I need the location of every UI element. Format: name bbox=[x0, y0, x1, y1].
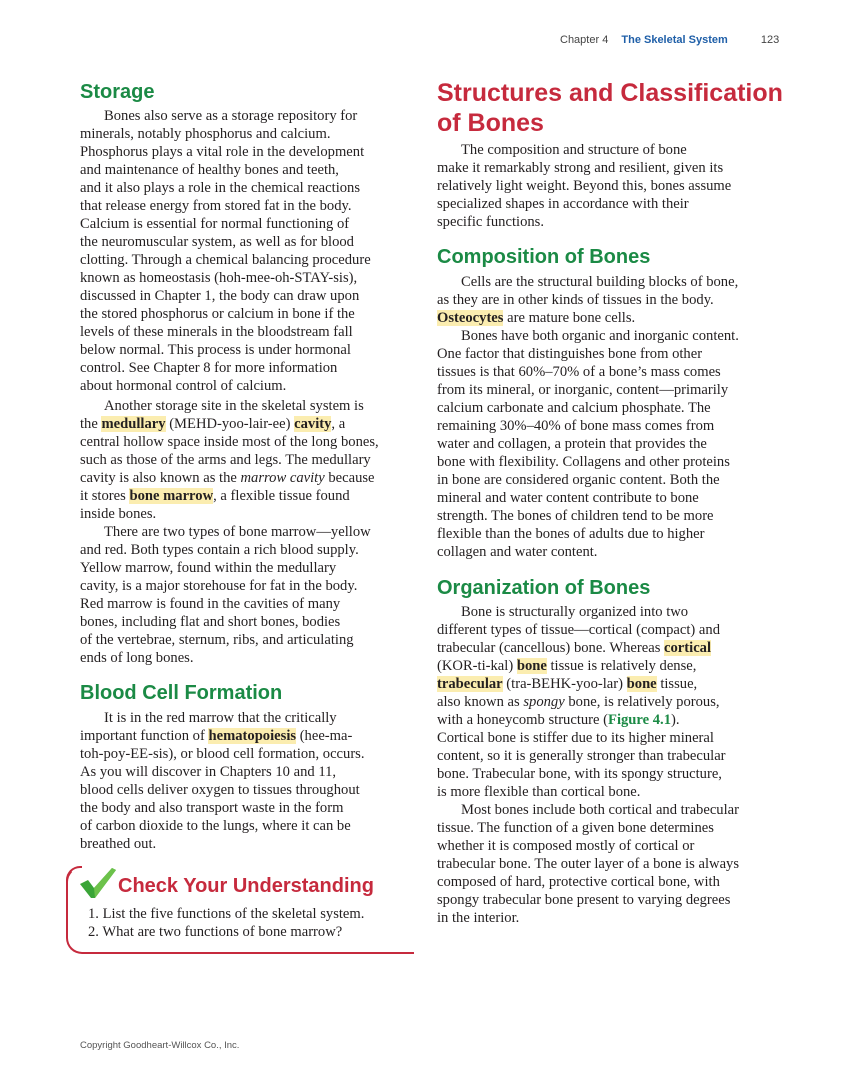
text-line: discussed in Chapter 1, the body can draw upon bbox=[80, 288, 360, 304]
text-line: Cortical bone is stiffer due to its higher mineral bbox=[437, 730, 714, 746]
text-segment: also known as bbox=[437, 694, 524, 710]
text-line bbox=[80, 487, 379, 505]
key-term: hematopoiesis bbox=[208, 728, 297, 744]
key-term: trabecular bbox=[437, 676, 503, 692]
text-segment: because bbox=[324, 470, 375, 486]
text-line: blood cells deliver oxygen to tissues throughout bbox=[80, 782, 360, 798]
text-line: It is in the red marrow that the critically bbox=[104, 710, 337, 726]
text-line: Cells are the structural building blocks of bone, bbox=[461, 274, 739, 290]
text-line: of the vertebrae, sternum, ribs, and articulating bbox=[80, 632, 354, 648]
paragraph bbox=[80, 523, 371, 667]
text-segment: trabecular (cancellous) bone. Whereas bbox=[437, 640, 665, 656]
text-line: in bone are considered organic content. Both the bbox=[437, 472, 720, 488]
text-line: specialized shapes in accordance with their bbox=[437, 196, 689, 212]
text-line: collagen and water content. bbox=[437, 544, 598, 560]
text-line: As you will discover in Chapters 10 and 11, bbox=[80, 764, 337, 780]
text-line: strength. The bones of children tend to be more bbox=[437, 508, 714, 524]
text-segment: (MEHD-yoo-lair-ee) bbox=[165, 416, 295, 432]
text-line: central hollow space inside most of the long bones, bbox=[80, 434, 379, 450]
text-line bbox=[437, 639, 726, 657]
text-line: One factor that distinguishes bone from other bbox=[437, 346, 703, 362]
text-line: mineral and water content contribute to bone bbox=[437, 490, 699, 506]
text-segment: with a honeycomb structure ( bbox=[437, 712, 609, 728]
text-line: and it also plays a role in the chemical reactions bbox=[80, 180, 361, 196]
text-line: the body and also transport waste in the form bbox=[80, 800, 344, 816]
text-line: content, so it is generally stronger than trabecular bbox=[437, 748, 726, 764]
text-line: whether it is composed mostly of cortical or bbox=[437, 838, 695, 854]
text-line: as they are in other kinds of tissues in the body. bbox=[437, 292, 714, 308]
text-line: of carbon dioxide to the lungs, where it can be bbox=[80, 818, 351, 834]
paragraph bbox=[437, 327, 739, 561]
text-line: Bones also serve as a storage repository for bbox=[104, 108, 358, 124]
text-line: Calcium is essential for normal functioning of bbox=[80, 216, 350, 232]
text-line: trabecular bone. The outer layer of a bone is always bbox=[437, 856, 740, 872]
text-line: such as those of the arms and legs. The medullary bbox=[80, 452, 371, 468]
text-line bbox=[437, 657, 726, 675]
text-segment: ). bbox=[671, 712, 680, 728]
text-line: cavity, is a major storehouse for fat in the body. bbox=[80, 578, 358, 594]
text-line: about hormonal control of calcium. bbox=[80, 378, 287, 394]
text-segment: , a flexible tissue found bbox=[213, 488, 350, 504]
text-line: ends of long bones. bbox=[80, 650, 194, 666]
text-line bbox=[437, 693, 726, 711]
text-line: Bone is structurally organized into two bbox=[461, 604, 689, 620]
text-line: specific functions. bbox=[437, 214, 544, 230]
text-line: make it remarkably strong and resilient, given its bbox=[437, 160, 724, 176]
paragraph bbox=[437, 141, 731, 231]
text-segment: the bbox=[80, 416, 102, 432]
chapter-title: The Skeletal System bbox=[621, 34, 728, 46]
text-line: tissues is that 60%–70% of a bone’s mass comes bbox=[437, 364, 721, 380]
check-your-understanding-title: Check Your Understanding bbox=[118, 875, 374, 897]
text-segment: bone, is relatively porous, bbox=[564, 694, 720, 710]
italic-term: spongy bbox=[523, 694, 565, 710]
text-line: calcium carbonate and calcium phosphate. The bbox=[437, 400, 711, 416]
text-segment: cavity is also known as the bbox=[80, 470, 241, 486]
page-number: 123 bbox=[760, 34, 780, 46]
key-term: bone bbox=[516, 658, 547, 674]
text-line: bones, including flat and short bones, bodies bbox=[80, 614, 341, 630]
text-line: tissue. The function of a given bone determines bbox=[437, 820, 714, 836]
heading-storage: Storage bbox=[80, 81, 155, 103]
text-line: toh-poy-EE-sis), or blood cell formation, occurs. bbox=[80, 746, 365, 762]
key-term: cavity bbox=[294, 416, 332, 432]
text-line: levels of these minerals in the bloodstream fall bbox=[80, 324, 353, 340]
paragraph bbox=[437, 603, 726, 801]
text-line: below normal. This process is under hormonal bbox=[80, 342, 351, 358]
text-segment: tissue, bbox=[656, 676, 698, 692]
text-line: Phosphorus plays a vital role in the development bbox=[80, 144, 365, 160]
text-line: the stored phosphorus or calcium in bone if the bbox=[80, 306, 355, 322]
key-term: Osteocytes bbox=[437, 310, 504, 326]
section-title-line2: of Bones bbox=[437, 109, 544, 137]
text-line: that release energy from stored fat in the body. bbox=[80, 198, 352, 214]
paragraph bbox=[80, 397, 379, 523]
text-segment: , a bbox=[331, 416, 346, 432]
text-segment: (tra-BEHK-yoo-lar) bbox=[502, 676, 627, 692]
checkmark-icon bbox=[78, 866, 118, 900]
text-segment: are mature bone cells. bbox=[503, 310, 636, 326]
text-line bbox=[80, 415, 379, 433]
text-segment: important function of bbox=[80, 728, 209, 744]
text-line: Bones have both organic and inorganic content. bbox=[461, 328, 739, 344]
text-line bbox=[437, 675, 726, 693]
italic-term: marrow cavity bbox=[240, 470, 325, 486]
text-line: bone. Trabecular bone, with its spongy structure, bbox=[437, 766, 722, 782]
heading-organization-of-bones: Organization of Bones bbox=[437, 577, 651, 599]
question-item: 1. List the five functions of the skeletal system. bbox=[88, 906, 365, 922]
check-questions bbox=[88, 905, 364, 941]
paragraph bbox=[80, 107, 371, 395]
text-line: Most bones include both cortical and trabecular bbox=[461, 802, 740, 818]
text-line: from its mineral, or inorganic, content—primarily bbox=[437, 382, 729, 398]
text-line: bone with flexibility. Collagens and other proteins bbox=[437, 454, 730, 470]
text-line bbox=[80, 727, 365, 745]
text-segment: (hee-ma- bbox=[296, 728, 353, 744]
text-line: Red marrow is found in the cavities of many bbox=[80, 596, 341, 612]
key-term: cortical bbox=[664, 640, 712, 656]
text-line: remaining 30%–40% of bone mass comes from bbox=[437, 418, 715, 434]
text-line: and red. Both types contain a rich blood supply. bbox=[80, 542, 359, 558]
text-line: Yellow marrow, found within the medullary bbox=[80, 560, 337, 576]
text-segment: tissue is relatively dense, bbox=[546, 658, 697, 674]
key-term: bone marrow bbox=[129, 488, 214, 504]
heading-composition-of-bones: Composition of Bones bbox=[437, 246, 651, 268]
section-title-line1: Structures and Classification bbox=[437, 79, 783, 107]
key-term: medullary bbox=[101, 416, 166, 432]
heading-blood-cell-formation: Blood Cell Formation bbox=[80, 682, 283, 704]
key-term: bone bbox=[626, 676, 657, 692]
text-line: water and collagen, a protein that provides the bbox=[437, 436, 707, 452]
text-line: breathed out. bbox=[80, 836, 157, 852]
figure-reference[interactable]: Figure 4.1 bbox=[608, 712, 671, 728]
paragraph bbox=[80, 709, 365, 853]
paragraph bbox=[437, 273, 738, 327]
text-line: The composition and structure of bone bbox=[461, 142, 687, 158]
text-segment: it stores bbox=[80, 488, 130, 504]
question-item: 2. What are two functions of bone marrow? bbox=[88, 924, 343, 940]
text-line: relatively light weight. Beyond this, bones assume bbox=[437, 178, 732, 194]
text-line: known as homeostasis (hoh-mee-oh-STAY-sis), bbox=[80, 270, 358, 286]
text-line: clotting. Through a chemical balancing procedure bbox=[80, 252, 371, 268]
paragraph bbox=[437, 801, 739, 927]
text-line: in the interior. bbox=[437, 910, 520, 926]
text-line: spongy trabecular bone present to varying degrees bbox=[437, 892, 731, 908]
text-line: composed of hard, protective cortical bone, with bbox=[437, 874, 720, 890]
text-line bbox=[80, 469, 379, 487]
running-header bbox=[560, 34, 779, 46]
text-line: different types of tissue—cortical (compact) and bbox=[437, 622, 720, 638]
text-line: the neuromuscular system, as well as for blood bbox=[80, 234, 354, 250]
text-line: Another storage site in the skeletal system is bbox=[104, 398, 364, 414]
text-line bbox=[437, 309, 738, 327]
copyright-footer: Copyright Goodheart-Willcox Co., Inc. bbox=[80, 1040, 240, 1051]
chapter-label: Chapter 4 bbox=[560, 34, 609, 46]
text-line: is more flexible than cortical bone. bbox=[437, 784, 641, 800]
text-line: and maintenance of healthy bones and teeth, bbox=[80, 162, 339, 178]
text-line: flexible than the bones of adults due to higher bbox=[437, 526, 705, 542]
text-line: inside bones. bbox=[80, 506, 157, 522]
text-line: There are two types of bone marrow—yellow bbox=[104, 524, 371, 540]
text-line: minerals, notably phosphorus and calcium. bbox=[80, 126, 331, 142]
text-line: control. See Chapter 8 for more information bbox=[80, 360, 338, 376]
text-line bbox=[437, 711, 726, 729]
text-segment: (KOR-ti-kal) bbox=[437, 658, 517, 674]
